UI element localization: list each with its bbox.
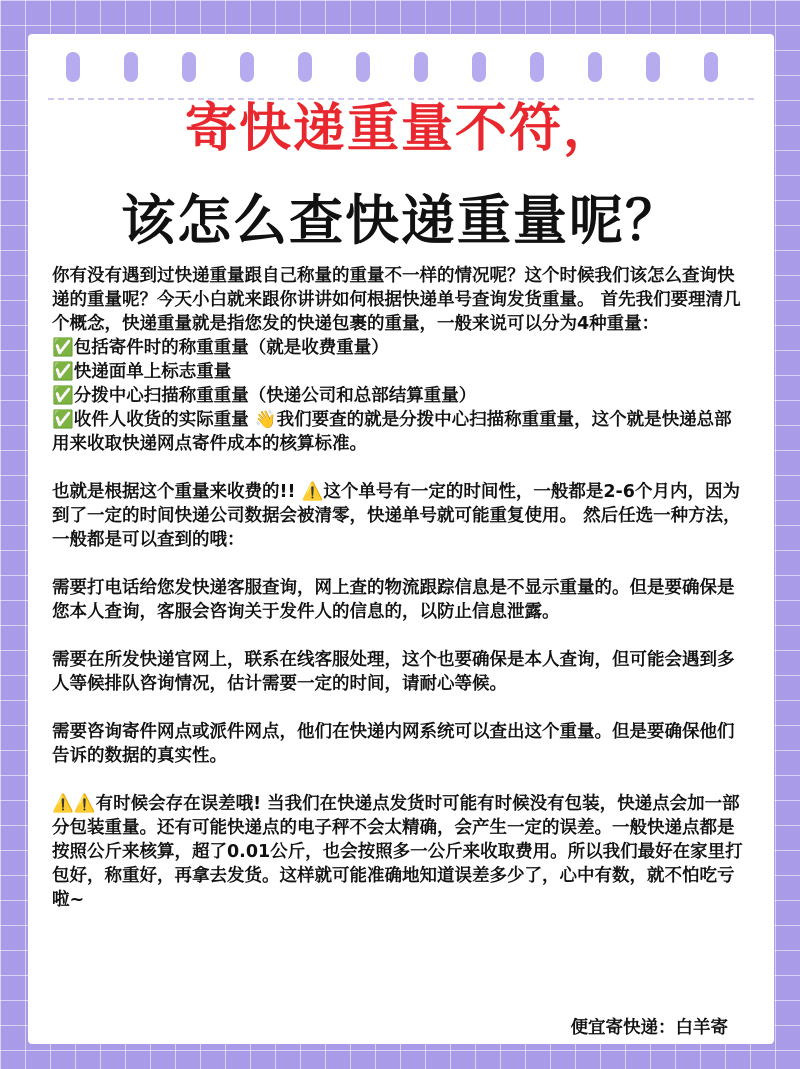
notepad-paper: [28, 34, 774, 1044]
list-item-weight-4: ✅收件人收货的实际重量 👋我们要查的就是分拨中心扫描称重重量，这个就是快递总部用来收取快递网点寄件成本的核算标准。: [52, 410, 732, 454]
binder-ring: [298, 52, 312, 82]
binder-ring: [646, 52, 660, 82]
binder-ring: [530, 52, 544, 82]
paragraph-method-outlet: 需要咨询寄件网点或派件网点，他们在快递内网系统可以查出这个重量。但是要确保他们告诉的数据的真实性。: [52, 722, 735, 766]
list-item-weight-2: ✅快递面单上标志重量: [52, 362, 232, 382]
paragraph-method-phone: 需要打电话给您发快递客服查询，网上查的物流跟踪信息是不显示重量的。但是要确保是您本人查询，客服会咨询关于发件人的信息的，以防止信息泄露。: [52, 578, 735, 622]
spacer: [52, 456, 744, 480]
binder-ring: [356, 52, 370, 82]
binder-ring: [124, 52, 138, 82]
spacer: [52, 552, 744, 576]
binder-ring: [182, 52, 196, 82]
signature: 便宜寄快递：白羊寄: [570, 1018, 728, 1038]
title-line-1: 寄快递重量不符，: [184, 99, 617, 159]
spacer: [52, 696, 744, 720]
paragraph-time-limit: 也就是根据这个重量来收费的!! ⚠️这个单号有一定的时间性，一般都是2-6个月内，因为到了一定的时间快递公司数据会被清零，快递单号就可能重复使用。 然后任选一种方法，一般都是可以查到的哦：: [52, 482, 741, 550]
binder-ring: [414, 52, 428, 82]
binder-ring: [704, 52, 718, 82]
paragraph-method-online: 需要在所发快递官网上，联系在线客服处理，这个也要确保是本人查询，但可能会遇到多人等候排队咨询情况，估计需要一定的时间，请耐心等候。: [52, 650, 735, 694]
title-line-2: 该怎么查快递重量呢？: [121, 189, 681, 252]
paragraph-error-note: ⚠️⚠️有时候会存在误差哦! 当我们在快递点发货时可能有时候没有包装，快递点会加一部分包装重量。还有可能快递点的电子秤不会太精确，会产生一定的误差。一般快递点都是按照公斤来核算，超了0.01公斤，也会按照多一公斤来收取费用。所以我们最好在家里打包好，称重好，再拿去发货。这样就可能准确地知道误差多少了，心中有数，就不怕吃亏啦~: [52, 794, 743, 910]
list-item-weight-1: ✅包括寄件时的称重重量（就是收费重量）: [52, 338, 389, 358]
binder-ring: [66, 52, 80, 82]
spacer: [52, 624, 744, 648]
binder-ring: [588, 52, 602, 82]
list-item-weight-3: ✅分拨中心扫描称重重量（快递公司和总部结算重量）: [52, 386, 477, 406]
paragraph-intro: 你有没有遇到过快递重量跟自己称量的重量不一样的情况呢？这个时候我们该怎么查询快递的重量呢？今天小白就来跟你讲讲如何根据快递单号查询发货重量。 首先我们要理清几个概念，快递重量就是指您发的快递包裹的重量，一般来说可以分为4种重量：: [52, 266, 741, 334]
spacer: [52, 768, 744, 792]
article-body: [52, 264, 744, 912]
binder-ring: [240, 52, 254, 82]
binder-ring: [472, 52, 486, 82]
